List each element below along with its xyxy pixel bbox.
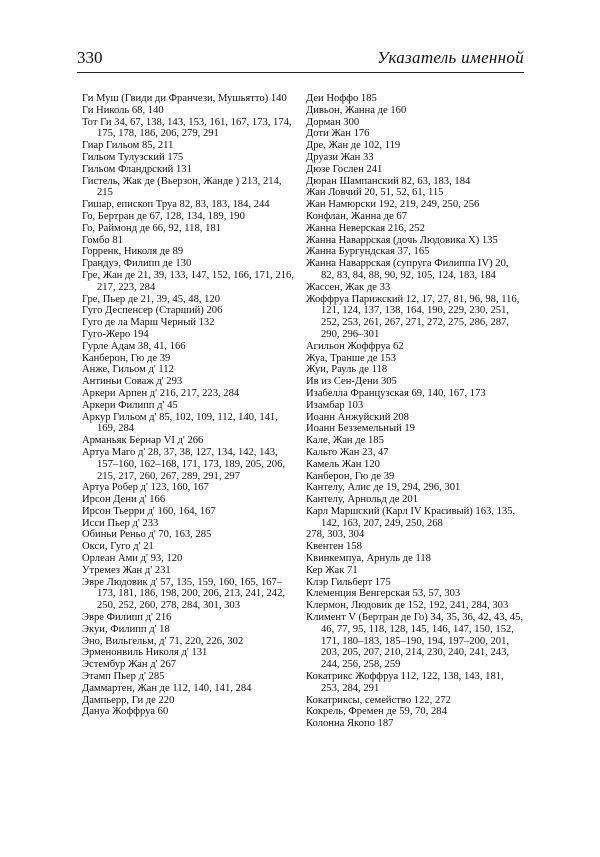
index-entry: Камель Жан 120: [306, 458, 380, 470]
index-entry: Канберон, Гю де 39: [82, 352, 171, 364]
index-entry: Гуго Деспенсер (Старший) 206: [82, 305, 223, 317]
index-entry: Друази Жан 33: [306, 151, 374, 163]
index-entry: Канберон, Гю де 39: [306, 470, 395, 482]
index-entry: Гре, Жан де 21, 39, 133, 147, 152, 166, 171, 216, 217, 223, 284: [82, 269, 294, 293]
index-entry: Конфлан, Жанна де 67: [306, 210, 408, 222]
index-entry: Гурле Адам 38, 41, 166: [82, 340, 186, 352]
index-entry: Этамп Пьер д' 285: [82, 671, 165, 683]
index-entry: Клэр Гильберт 175: [306, 576, 391, 588]
index-entry: Иоанн Безземельный 19: [306, 423, 415, 435]
index-entry: Кокрель, Фремен де 59, 70, 284: [306, 706, 447, 718]
index-entry: Клермон, Людовик де 152, 192, 241, 284, 303: [306, 600, 509, 612]
index-entry: Деи Ноффо 185: [306, 93, 377, 104]
index-entry: Квинкемпуа, Арнуль де 118: [306, 553, 431, 565]
index-entry: Артуа Робер д' 123, 160, 167: [82, 482, 209, 494]
index-entry: Жоффруа Парижский 12, 17, 27, 81, 96, 98, 116, 121, 124, 137, 138, 164, 190, 229, 230, 251, 252, 253, 261, 267, 271, 272, 275, 286, 287, 290, 296–301: [306, 293, 520, 340]
index-entry: Окси, Гуго д' 21: [82, 541, 154, 553]
index-entry: Гиар Гильом 85, 211: [82, 140, 174, 152]
index-column-left: [82, 93, 297, 718]
index-entry: Дампьерр, Ги де 220: [82, 694, 175, 706]
index-entry: Исси Пьер д' 233: [82, 517, 159, 529]
index-entry: Кокатриксы, семейство 122, 272: [306, 694, 451, 706]
index-entry: Дорман 300: [306, 116, 360, 128]
index-entry: Карл Маршский (Карл IV Красивый) 163, 135, 142, 163, 207, 249, 250, 268: [306, 505, 516, 529]
index-entry: Орлеан Ами д' 93, 120: [82, 553, 183, 565]
index-entry: Арманьяк Бернар VI д' 266: [82, 435, 204, 447]
index-entry: Гуго-Жеро 194: [82, 328, 149, 340]
index-entry: Кер Жак 71: [306, 564, 358, 576]
index-entry: Клеменция Венгерская 53, 57, 303: [306, 588, 461, 600]
index-entry: Ги Николь 68, 140: [82, 104, 164, 116]
index-entry: Го, Раймонд де 66, 92, 118, 181: [82, 222, 221, 234]
index-entry: Экуи, Филипп д' 18: [82, 623, 170, 635]
index-entry: Эрменонвиль Николя д' 131: [82, 647, 208, 659]
index-entry: Тот Ги 34, 67, 138, 143, 153, 161, 167, 173, 174, 175, 178, 186, 206, 279, 291: [82, 116, 292, 140]
index-entry: Жанна Неверская 216, 252: [306, 222, 425, 234]
index-entry: Дре, Жан де 102, 119: [306, 140, 401, 152]
index-entry: Ив из Сен-Дени 305: [306, 376, 397, 388]
index-entry: Жуи, Рауль де 118: [306, 364, 388, 376]
index-entry: 278, 303, 304: [306, 529, 365, 541]
page-header: [77, 46, 524, 73]
index-entry: Кальто Жан 23, 47: [306, 446, 389, 458]
index-entry: Эно, Вильгельм, д' 71, 220, 226, 302: [82, 635, 244, 647]
index-entry: Агильон Жоффруа 62: [306, 340, 404, 352]
index-entry: Доти Жан 176: [306, 128, 370, 140]
index-entry: Ирсон Тьерри д' 160, 164, 167: [82, 505, 216, 517]
index-entry: Грандуэ, Филипп де 130: [82, 258, 192, 270]
index-entry: Жуа, Транше де 153: [306, 352, 397, 364]
index-entry: Гишар, епископ Труа 82, 83, 183, 184, 244: [82, 199, 270, 211]
index-entry: Жанна Наваррская (супруга Филиппа IV) 20, 82, 83, 84, 88, 90, 92, 105, 124, 183, 184: [306, 258, 509, 281]
index-entry: Эстембур Жан д' 267: [82, 659, 177, 671]
index-entry: Антиньи Соваж д' 293: [82, 376, 183, 388]
index-entry: Жан Ловчий 20, 51, 52, 61, 115: [306, 187, 444, 199]
index-entry: Аркери Арпен д' 216, 217, 223, 284: [82, 387, 240, 399]
index-entry: Гильом Фландрский 131: [82, 163, 192, 175]
index-entry: Го, Бертран де 67, 128, 134, 189, 190: [82, 210, 245, 222]
index-entry: Кантелу, Алис де 19, 294, 296, 301: [306, 482, 461, 494]
index-entry: Жассен, Жак де 33: [306, 281, 391, 293]
index-entry: Колонна Якопо 187: [306, 718, 394, 730]
index-entry: Климент V (Бертран де Го) 34, 35, 36, 42, 43, 45, 46, 77, 95, 118, 128, 145, 146, 147, 150, 152, 171, 180–183, 185–190, 194, 197–200, 201, 203, 205, 207, 210, 214, 230, 240, 241, 243, 244, 256, 258, 259: [306, 612, 524, 671]
index-entry: Гистель, Жак де (Вьерзон, Жанде ) 213, 214, 215: [82, 175, 282, 199]
index-entry: Дюзе Гослен 241: [306, 163, 383, 175]
index-entry: Гомбо 81: [82, 234, 123, 246]
index-entry: Эвре Филипп д' 216: [82, 612, 172, 624]
index-entry: Гуго де ла Марш Черный 132: [82, 317, 215, 329]
index-entry: Ирсон Дени д' 166: [82, 494, 166, 506]
index-entry: Гре, Пьер де 21, 39, 45, 48, 120: [82, 293, 221, 305]
index-entry: Аркур Гильом д' 85, 102, 109, 112, 140, 141, 169, 284: [82, 411, 278, 435]
index-column-right: [306, 93, 524, 730]
index-entry: Изабелла Французская 69, 140, 167, 173: [306, 387, 486, 399]
index-entry: Ги Муш (Гвиди ди Франчези, Мушьятто) 140: [82, 93, 287, 104]
index-entry: Эвре Людовик д' 57, 135, 159, 160, 165, 167–173, 181, 186, 198, 200, 206, 213, 241, 242, 250, 252, 260, 278, 284, 301, 303: [82, 576, 286, 612]
running-title: Указатель именной: [377, 48, 524, 67]
index-entry: Дюран Шампанский 82, 63, 183, 184: [306, 175, 471, 187]
index-entry: Жанна Бургундская 37, 165: [306, 246, 430, 258]
index-entry: Утремез Жан д' 231: [82, 564, 171, 576]
index-entry: Гильом Тулузский 175: [82, 151, 184, 163]
index-entry: Изамбар 103: [306, 399, 364, 411]
index-entry: Квентен 158: [306, 541, 362, 553]
index-entry: Кокатрикс Жоффруа 112, 122, 138, 143, 181, 253, 284, 291: [306, 671, 504, 694]
index-entry: Обиньи Реньо д' 70, 163, 285: [82, 529, 212, 541]
index-entry: Горренк, Николя де 89: [82, 246, 184, 258]
index-entry: Аркери Филипп д' 45: [82, 399, 178, 411]
index-entry: Кале, Жан де 185: [306, 435, 384, 447]
index-entry: Иоанн Анжуйский 208: [306, 411, 409, 423]
page-number: 330: [77, 48, 103, 67]
index-entry: Жанна Наваррская (дочь Людовика X) 135: [306, 234, 498, 246]
index-entry: Артуа Маго д' 28, 37, 38, 127, 134, 142, 143, 157–160, 162–168, 171, 173, 189, 205, 206, 215, 217, 260, 267, 289, 291, 297: [82, 446, 286, 482]
index-entry: Жан Намюрски 192, 219, 249, 250, 256: [306, 199, 480, 211]
index-entry: Кантелу, Арнольд де 201: [306, 494, 419, 506]
index-entry: Дануа Жоффруа 60: [82, 706, 169, 718]
index-entry: Дивьон, Жанна де 160: [306, 104, 407, 116]
index-entry: Анже, Гильом д' 112: [82, 364, 174, 376]
index-entry: Даммартен, Жан де 112, 140, 141, 284: [82, 682, 252, 694]
